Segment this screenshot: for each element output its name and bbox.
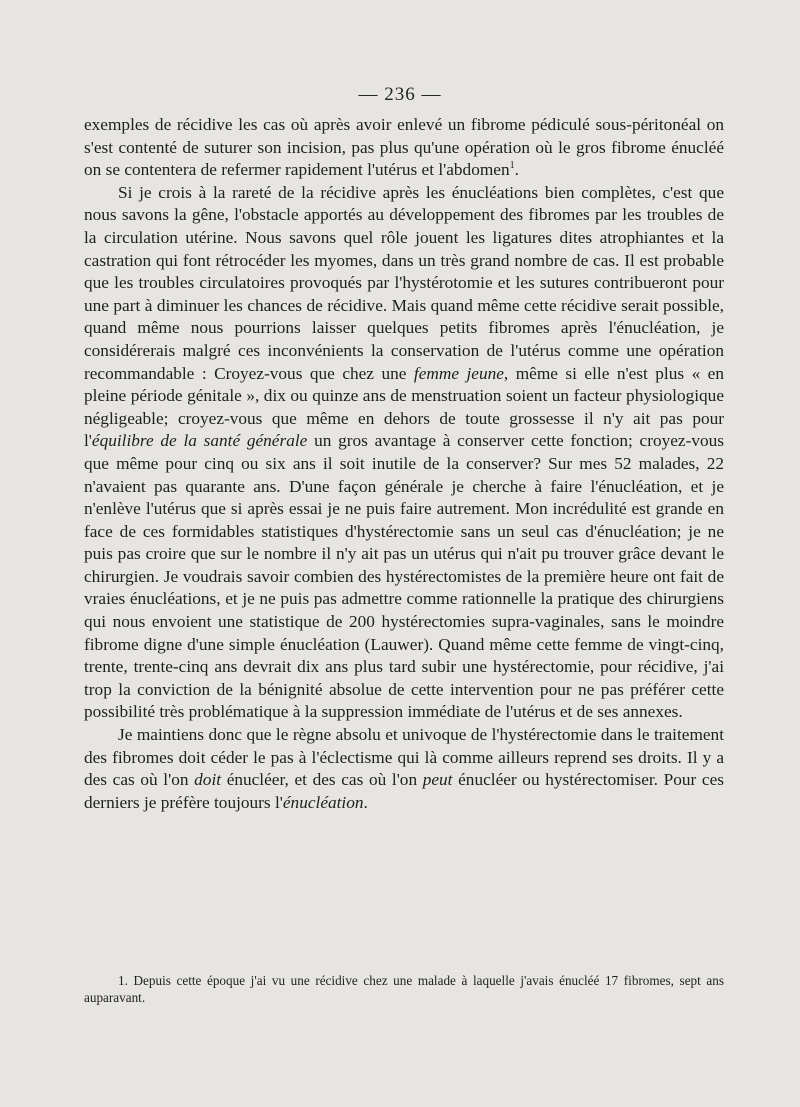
footnote-reference[interactable]: 1 (509, 160, 515, 172)
footnote (84, 972, 724, 1006)
paragraph-text: Si je crois à la rareté de la récidive après les énucléations bien complètes, c'est que nous savons la gêne, l'obstacle apportés au développement des fibromes par les troubles de la circulation utérine. Nous savons quel rôle jouent les ligatures dites atrophiantes et la castration qui font rétrocéder les myomes, dans un très grand nombre de cas. Il est probable que les troubles circulatoires provoqués par l'hystérotomie et les sutures contribueront pour une part à diminuer les chances de récidive. Mais quand même cette récidive serait possible, quand même nous pourrions laisser quelques petits fibromes après l'énucléation, je considérerais malgré ces inconvénients la conservation de l'utérus comme une opération recommandable : Croyez-vous que chez une (84, 182, 724, 383)
paragraph-text: exemples de récidive les cas où après avoir enlevé un fibrome pédiculé sous-péritonéal on s'est contenté de suturer son incision, pas plus qu'une opération où le gros fibrome énucléé on se contentera de refermer rapidement l'utérus et l'abdomen (84, 115, 724, 180)
paragraph-conclusion (84, 724, 724, 814)
emphasis-text: doit (194, 770, 222, 790)
emphasis-text: peut (422, 770, 453, 790)
emphasis-text: femme jeune (413, 363, 504, 383)
paragraph-end: . (514, 160, 519, 180)
paragraph-recidive (84, 182, 724, 724)
page-number: — 236 — (358, 84, 442, 105)
paragraph-text: Je maintiens donc que le règne absolu et univoque de l'hystérectomie dans le traitement des fibromes doit céder le pas à l'éclectisme qui là comme ailleurs reprend ses droits. Il y a des cas où l'on (84, 725, 724, 790)
paragraph-text: énucléer, et des cas où l'on (221, 770, 418, 790)
emphasis-text: énucléation (282, 792, 364, 812)
body-text (84, 114, 724, 814)
footnote-number: 1. (118, 973, 128, 988)
paragraph-text: énucléer ou hystérectomiser. Pour ces derniers je préfère toujours l' (84, 770, 724, 812)
paragraph-text: un gros avantage à conserver cette fonction; croyez-vous que même pour cinq ou six ans il soit inutile de la conserver? Sur mes 52 malades, 22 n'avaient pas quarante ans. D'une façon générale je cherche à faire l'énucléation, et je n'enlève l'utérus que si après essai je ne puis faire autrement. Mon incrédulité est grande en face de ces formidables statistiques d'hystérectomie sans un seul cas d'énucléation; je ne puis pas croire que sur le nombre il n'y ait pas un utérus qui n'ait pu trouver grâce devant le chirurgien. Je voudrais savoir combien des hystérectomistes de la première heure ont fait de vraies énucléations, et je ne puis pas admettre comme rationnelle la pratique des chirurgiens qui nous envoient une statistique de 200 hystérectomies supra-vaginales, sans le moindre fibrome digne d'une simple énucléation (Lauwer). Quand même cette femme de vingt-cinq, trente, trente-cinq ans devrait dix ans plus tard subir une hystérectomie, pour récidive, j'ai trop la conviction de la bénignité absolue de cette intervention pour ne pas préférer cette possibilité très problématique à la suppression immédiate de l'utérus et de ses annexes. (84, 431, 724, 722)
paragraph-text: , même si elle n'est plus « en pleine période génitale », dix ou quinze ans de menstruation soient un facteur physiologique négligeable; croyez-vous que même en dehors de toute grossesse il n'y ait pas pour l' (84, 363, 724, 451)
paragraph-end: . (363, 792, 368, 812)
paragraph-continued (84, 114, 724, 182)
footnote-text: Depuis cette époque j'ai vu une récidive chez une malade à laquelle j'avais énucléé 17 fibromes, sept ans auparavant. (84, 973, 724, 1005)
emphasis-text: équilibre de la santé générale (91, 431, 308, 451)
